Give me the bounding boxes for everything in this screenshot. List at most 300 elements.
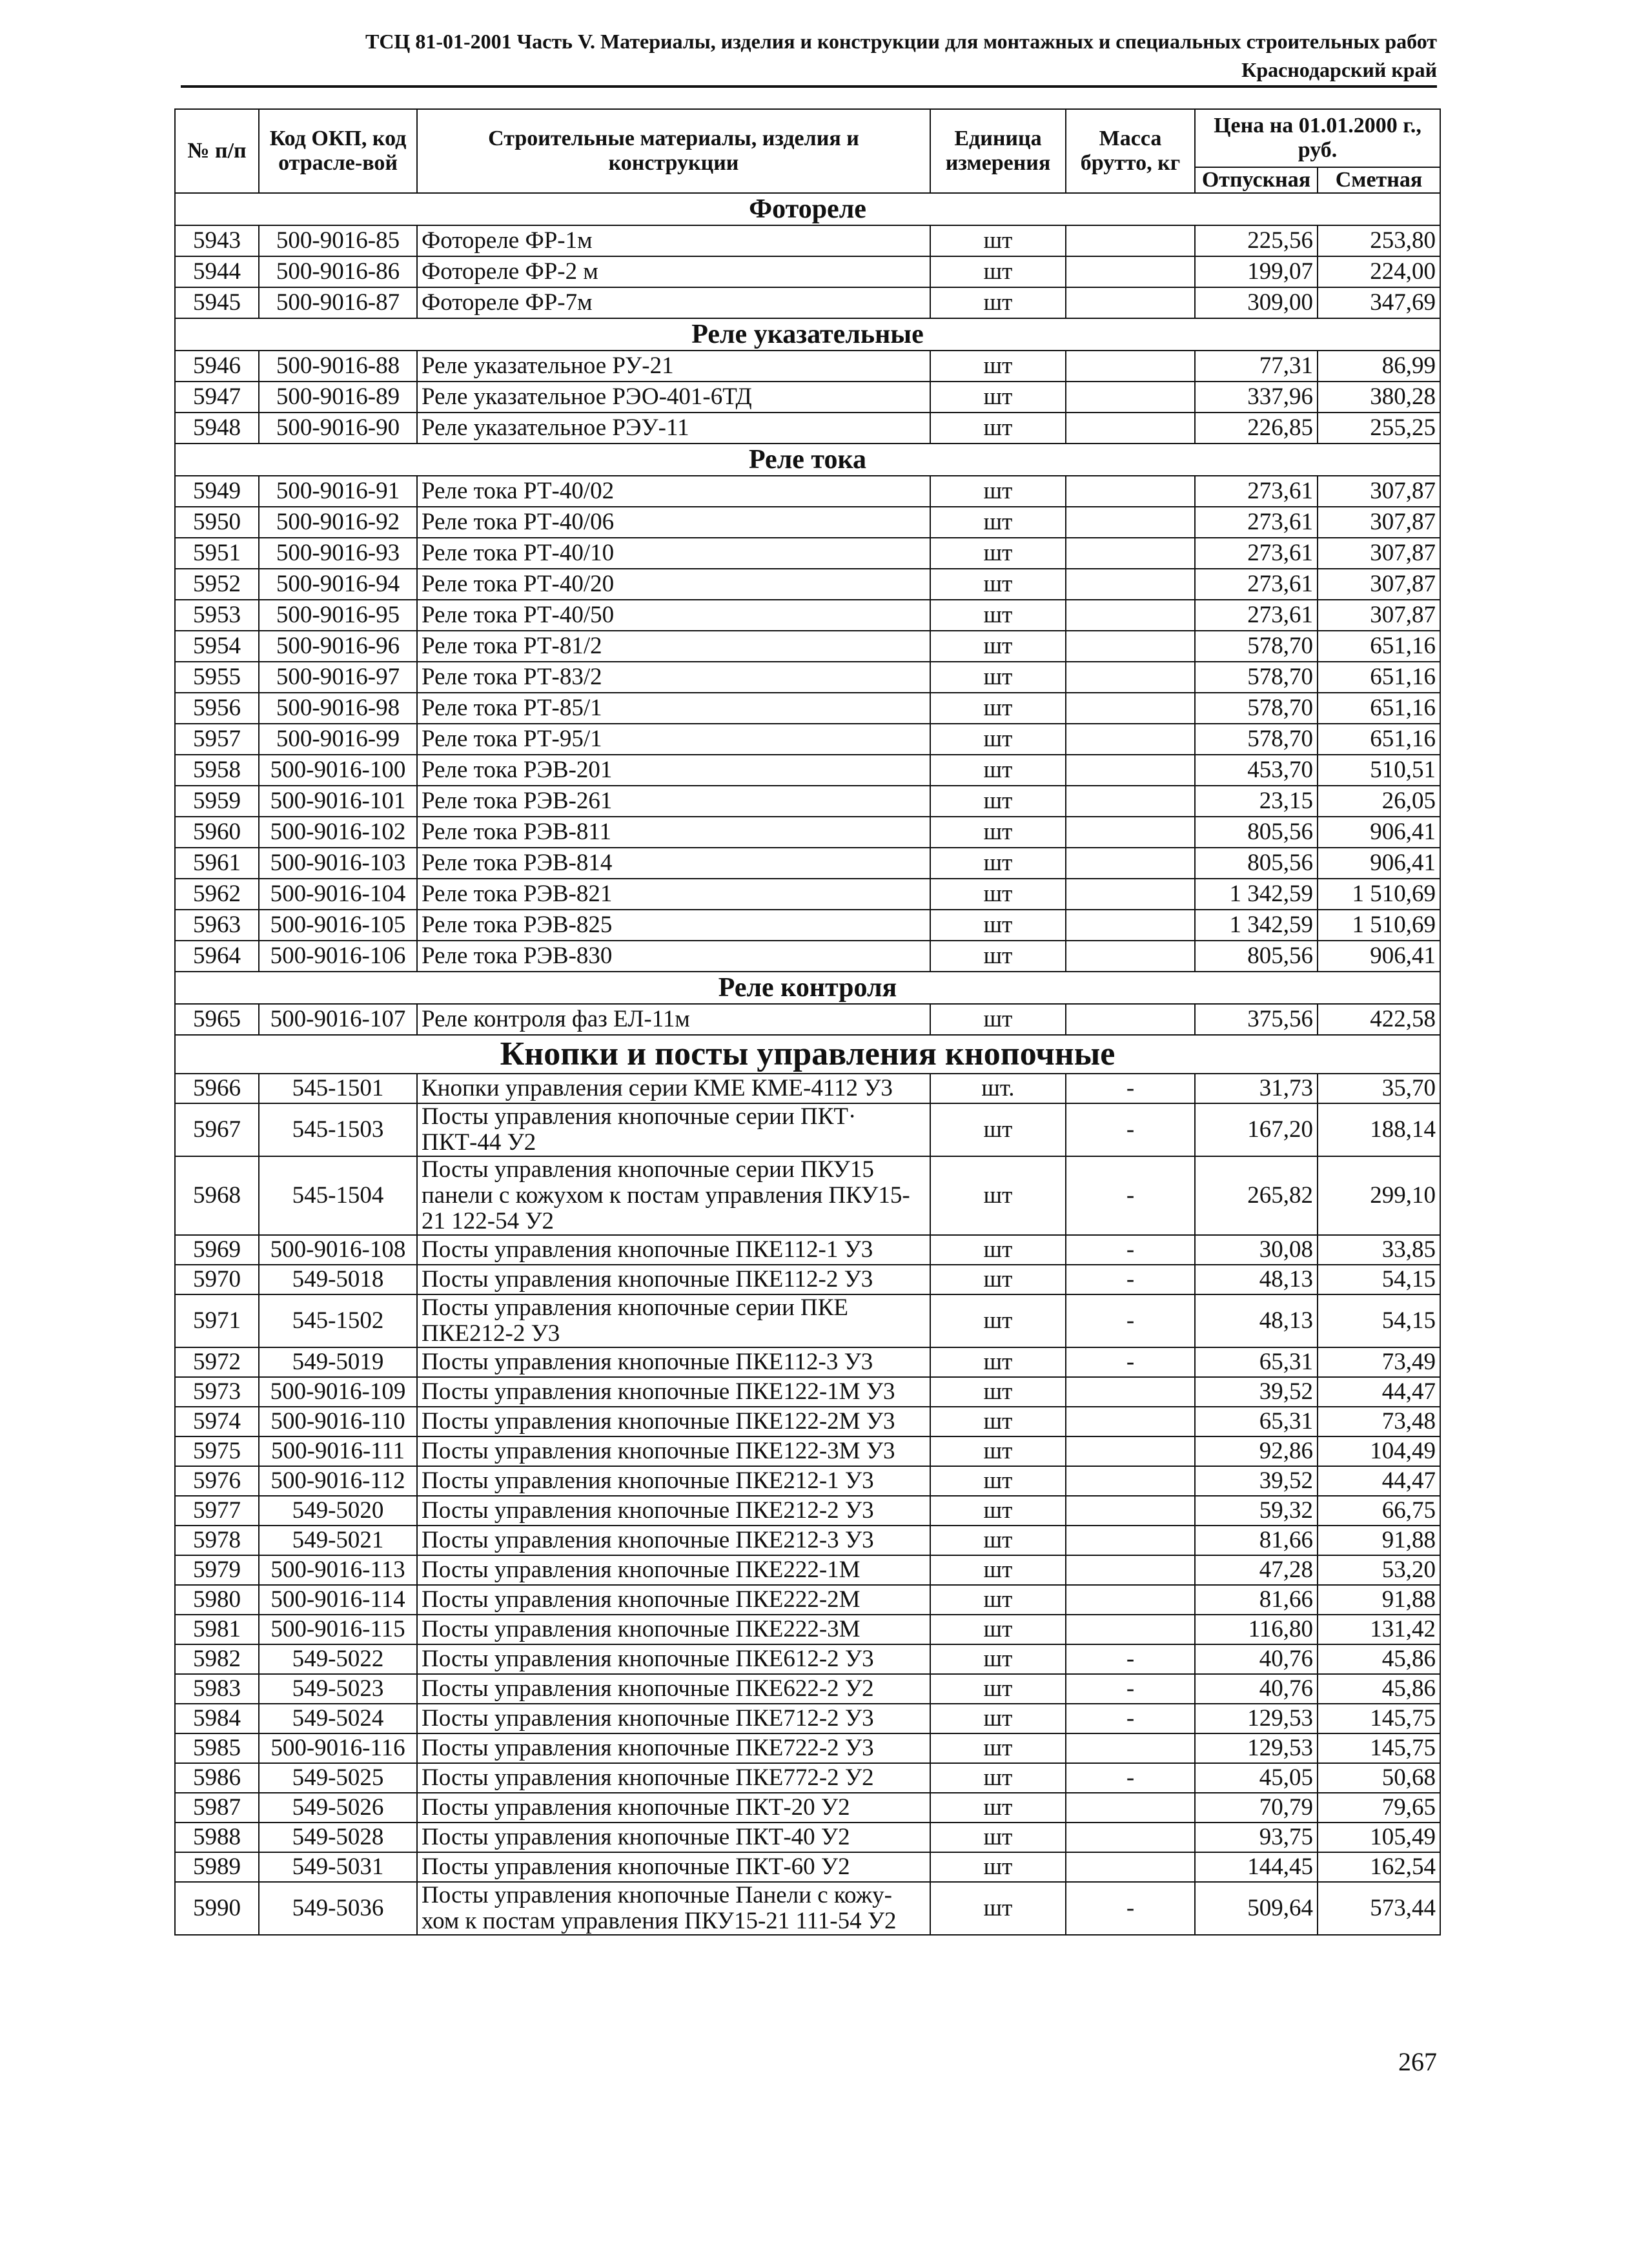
cell-code: 500-9016-86 (259, 256, 417, 287)
price-table (174, 108, 1441, 1936)
cell-num: 5968 (175, 1156, 259, 1235)
header-rule (181, 85, 1437, 88)
section-title: Реле указательные (175, 318, 1440, 351)
cell-name: Посты управления кнопочные ПКЕ222-2М (417, 1585, 930, 1615)
section-header (175, 193, 1440, 225)
cell-num: 5986 (175, 1763, 259, 1793)
cell-unit: шт (930, 631, 1066, 662)
cell-name: Посты управления кнопочные ПКЕ212-1 У3 (417, 1466, 930, 1496)
cell-unit: шт (930, 256, 1066, 287)
cell-estimate: 651,16 (1318, 631, 1440, 662)
cell-estimate: 73,49 (1318, 1347, 1440, 1377)
cell-code: 500-9016-93 (259, 538, 417, 569)
table-row (175, 351, 1440, 382)
table-row (175, 476, 1440, 507)
cell-code: 500-9016-105 (259, 910, 417, 941)
cell-num: 5981 (175, 1615, 259, 1644)
cell-code: 549-5031 (259, 1852, 417, 1882)
cell-mass (1066, 755, 1195, 786)
cell-mass (1066, 1852, 1195, 1882)
cell-name: Реле контроля фаз ЕЛ-11м (417, 1004, 930, 1035)
cell-name: Посты управления кнопочные ПКЕ222-3М (417, 1615, 930, 1644)
cell-mass (1066, 879, 1195, 910)
cell-release: 23,15 (1195, 786, 1318, 817)
cell-mass (1066, 225, 1195, 256)
col-estimate: Сметная (1318, 167, 1440, 193)
col-code: Код ОКП, код отрасле-вой (259, 109, 417, 193)
cell-code: 500-9016-85 (259, 225, 417, 256)
cell-num: 5961 (175, 848, 259, 879)
cell-code: 500-9016-103 (259, 848, 417, 879)
cell-code: 500-9016-92 (259, 507, 417, 538)
cell-num: 5962 (175, 879, 259, 910)
section-header (175, 972, 1440, 1004)
cell-num: 5989 (175, 1852, 259, 1882)
cell-release: 309,00 (1195, 287, 1318, 318)
cell-mass: - (1066, 1704, 1195, 1733)
cell-num: 5965 (175, 1004, 259, 1035)
cell-num: 5958 (175, 755, 259, 786)
cell-unit: шт (930, 1704, 1066, 1733)
table-row (175, 848, 1440, 879)
cell-estimate: 145,75 (1318, 1733, 1440, 1763)
cell-unit: шт (930, 693, 1066, 724)
cell-num: 5978 (175, 1526, 259, 1555)
table-body (175, 193, 1440, 1935)
table-row (175, 631, 1440, 662)
cell-unit: шт (930, 1674, 1066, 1704)
cell-estimate: 50,68 (1318, 1763, 1440, 1793)
cell-code: 500-9016-110 (259, 1407, 417, 1436)
cell-unit: шт (930, 817, 1066, 848)
cell-name: Реле тока РЭВ-830 (417, 941, 930, 972)
table-row (175, 1004, 1440, 1035)
cell-code: 500-9016-111 (259, 1436, 417, 1466)
cell-code: 549-5021 (259, 1526, 417, 1555)
cell-name: Реле тока РЭВ-201 (417, 755, 930, 786)
cell-unit: шт (930, 1644, 1066, 1674)
cell-estimate: 906,41 (1318, 848, 1440, 879)
header-title: ТСЦ 81-01-2001 Часть V. Материалы, изделия и конструкции для монтажных и специальных строительных работ (365, 30, 1437, 53)
cell-name: Реле тока РТ-40/50 (417, 600, 930, 631)
cell-mass: - (1066, 1265, 1195, 1294)
cell-mass (1066, 1407, 1195, 1436)
cell-unit: шт (930, 476, 1066, 507)
section-title: Реле контроля (175, 972, 1440, 1004)
cell-mass (1066, 1823, 1195, 1852)
cell-name: Посты управления кнопочные ПКТ-60 У2 (417, 1852, 930, 1882)
cell-name: Посты управления кнопочные ПКТ-20 У2 (417, 1793, 930, 1823)
cell-unit: шт. (930, 1074, 1066, 1103)
table-row (175, 1103, 1440, 1156)
cell-estimate: 91,88 (1318, 1526, 1440, 1555)
cell-release: 805,56 (1195, 817, 1318, 848)
cell-estimate: 307,87 (1318, 569, 1440, 600)
cell-mass (1066, 662, 1195, 693)
table-row (175, 879, 1440, 910)
cell-unit: шт (930, 1882, 1066, 1935)
table-row (175, 1265, 1440, 1294)
cell-name: Посты управления кнопочные ПКЕ112-1 У3 (417, 1235, 930, 1265)
cell-estimate: 26,05 (1318, 786, 1440, 817)
cell-release: 265,82 (1195, 1156, 1318, 1235)
cell-code: 500-9016-104 (259, 879, 417, 910)
cell-num: 5979 (175, 1555, 259, 1585)
cell-code: 500-9016-113 (259, 1555, 417, 1585)
cell-name: Реле указательное РЭУ-11 (417, 413, 930, 444)
table-row (175, 693, 1440, 724)
cell-unit: шт (930, 1103, 1066, 1156)
cell-estimate: 307,87 (1318, 476, 1440, 507)
cell-estimate: 79,65 (1318, 1793, 1440, 1823)
cell-mass (1066, 1585, 1195, 1615)
cell-estimate: 44,47 (1318, 1466, 1440, 1496)
cell-code: 500-9016-94 (259, 569, 417, 600)
cell-estimate: 1 510,69 (1318, 879, 1440, 910)
table-row (175, 1823, 1440, 1852)
table-header (175, 109, 1440, 193)
table-row (175, 1733, 1440, 1763)
cell-release: 199,07 (1195, 256, 1318, 287)
cell-unit: шт (930, 382, 1066, 413)
cell-unit: шт (930, 1265, 1066, 1294)
cell-mass: - (1066, 1103, 1195, 1156)
cell-code: 500-9016-91 (259, 476, 417, 507)
cell-mass: - (1066, 1235, 1195, 1265)
cell-release: 48,13 (1195, 1265, 1318, 1294)
cell-mass (1066, 1793, 1195, 1823)
cell-code: 549-5024 (259, 1704, 417, 1733)
cell-num: 5956 (175, 693, 259, 724)
cell-code: 549-5020 (259, 1496, 417, 1526)
cell-name: Посты управления кнопочные ПКЕ122-2М У3 (417, 1407, 930, 1436)
table-row (175, 910, 1440, 941)
cell-release: 47,28 (1195, 1555, 1318, 1585)
cell-name: Посты управления кнопочные ПКЕ112-2 У3 (417, 1265, 930, 1294)
cell-num: 5985 (175, 1733, 259, 1763)
cell-release: 273,61 (1195, 507, 1318, 538)
cell-mass (1066, 941, 1195, 972)
cell-estimate: 35,70 (1318, 1074, 1440, 1103)
cell-mass (1066, 1555, 1195, 1585)
cell-name: Посты управления кнопочные ПКЕ112-3 У3 (417, 1347, 930, 1377)
cell-release: 39,52 (1195, 1377, 1318, 1407)
cell-release: 45,05 (1195, 1763, 1318, 1793)
section-header (175, 1035, 1440, 1074)
cell-code: 500-9016-97 (259, 662, 417, 693)
cell-estimate: 162,54 (1318, 1852, 1440, 1882)
cell-num: 5952 (175, 569, 259, 600)
cell-release: 1 342,59 (1195, 879, 1318, 910)
cell-release: 375,56 (1195, 1004, 1318, 1035)
cell-mass (1066, 1466, 1195, 1496)
cell-code: 500-9016-87 (259, 287, 417, 318)
section-header (175, 318, 1440, 351)
cell-code: 545-1501 (259, 1074, 417, 1103)
cell-num: 5964 (175, 941, 259, 972)
cell-num: 5946 (175, 351, 259, 382)
cell-code: 500-9016-106 (259, 941, 417, 972)
table-row (175, 287, 1440, 318)
cell-unit: шт (930, 1733, 1066, 1763)
table-row (175, 1852, 1440, 1882)
cell-release: 167,20 (1195, 1103, 1318, 1156)
cell-unit: шт (930, 879, 1066, 910)
cell-name: Реле указательное РУ-21 (417, 351, 930, 382)
cell-unit: шт (930, 941, 1066, 972)
cell-mass: - (1066, 1347, 1195, 1377)
col-unit: Единица измерения (930, 109, 1066, 193)
cell-mass: - (1066, 1644, 1195, 1674)
cell-name: Реле тока РТ-40/06 (417, 507, 930, 538)
cell-num: 5969 (175, 1235, 259, 1265)
cell-estimate: 145,75 (1318, 1704, 1440, 1733)
cell-unit: шт (930, 1436, 1066, 1466)
cell-mass (1066, 600, 1195, 631)
cell-code: 500-9016-112 (259, 1466, 417, 1496)
cell-unit: шт (930, 1407, 1066, 1436)
cell-unit: шт (930, 1294, 1066, 1347)
table-row (175, 1763, 1440, 1793)
cell-code: 500-9016-99 (259, 724, 417, 755)
cell-release: 59,32 (1195, 1496, 1318, 1526)
cell-estimate: 307,87 (1318, 600, 1440, 631)
cell-name: Посты управления кнопочные серии ПКУ15 панели с кожухом к постам управления ПКУ15-21 122-54 У2 (417, 1156, 930, 1235)
cell-release: 273,61 (1195, 476, 1318, 507)
cell-unit: шт (930, 351, 1066, 382)
cell-estimate: 104,49 (1318, 1436, 1440, 1466)
table-row (175, 569, 1440, 600)
section-title: Реле тока (175, 444, 1440, 476)
cell-release: 30,08 (1195, 1235, 1318, 1265)
cell-code: 549-5036 (259, 1882, 417, 1935)
cell-estimate: 91,88 (1318, 1585, 1440, 1615)
cell-unit: шт (930, 225, 1066, 256)
cell-release: 1 342,59 (1195, 910, 1318, 941)
cell-release: 81,66 (1195, 1526, 1318, 1555)
cell-num: 5980 (175, 1585, 259, 1615)
cell-code: 500-9016-116 (259, 1733, 417, 1763)
cell-mass (1066, 817, 1195, 848)
cell-release: 77,31 (1195, 351, 1318, 382)
cell-unit: шт (930, 910, 1066, 941)
cell-name: Реле тока РЭВ-261 (417, 786, 930, 817)
cell-num: 5955 (175, 662, 259, 693)
cell-name: Посты управления кнопочные ПКЕ712-2 У3 (417, 1704, 930, 1733)
cell-release: 144,45 (1195, 1852, 1318, 1882)
cell-code: 549-5022 (259, 1644, 417, 1674)
table-row (175, 538, 1440, 569)
cell-num: 5972 (175, 1347, 259, 1377)
cell-release: 453,70 (1195, 755, 1318, 786)
cell-unit: шт (930, 1615, 1066, 1644)
cell-num: 5982 (175, 1644, 259, 1674)
table-row (175, 1347, 1440, 1377)
cell-estimate: 510,51 (1318, 755, 1440, 786)
cell-release: 81,66 (1195, 1585, 1318, 1615)
table-row (175, 755, 1440, 786)
cell-code: 549-5019 (259, 1347, 417, 1377)
cell-estimate: 380,28 (1318, 382, 1440, 413)
section-title: Кнопки и посты управления кнопочные (175, 1035, 1440, 1074)
table-row (175, 1496, 1440, 1526)
cell-mass (1066, 1526, 1195, 1555)
cell-mass (1066, 1377, 1195, 1407)
cell-num: 5944 (175, 256, 259, 287)
table-row (175, 1526, 1440, 1555)
cell-num: 5949 (175, 476, 259, 507)
table-row (175, 225, 1440, 256)
cell-name: Посты управления кнопочные ПКЕ622-2 У2 (417, 1674, 930, 1704)
cell-num: 5959 (175, 786, 259, 817)
cell-num: 5984 (175, 1704, 259, 1733)
cell-name: Посты управления кнопочные ПКЕ122-1М У3 (417, 1377, 930, 1407)
table-row (175, 1882, 1440, 1935)
cell-release: 273,61 (1195, 538, 1318, 569)
cell-name: Посты управления кнопочные ПКЕ772-2 У2 (417, 1763, 930, 1793)
cell-estimate: 73,48 (1318, 1407, 1440, 1436)
cell-mass (1066, 693, 1195, 724)
cell-mass (1066, 287, 1195, 318)
table-row (175, 1235, 1440, 1265)
cell-release: 129,53 (1195, 1733, 1318, 1763)
cell-unit: шт (930, 1377, 1066, 1407)
cell-estimate: 44,47 (1318, 1377, 1440, 1407)
cell-unit: шт (930, 1763, 1066, 1793)
cell-unit: шт (930, 724, 1066, 755)
col-price: Цена на 01.01.2000 г., руб. (1195, 109, 1440, 167)
cell-unit: шт (930, 1004, 1066, 1035)
cell-estimate: 1 510,69 (1318, 910, 1440, 941)
cell-num: 5943 (175, 225, 259, 256)
cell-unit: шт (930, 1585, 1066, 1615)
cell-code: 500-9016-100 (259, 755, 417, 786)
cell-estimate: 54,15 (1318, 1294, 1440, 1347)
cell-release: 93,75 (1195, 1823, 1318, 1852)
cell-estimate: 33,85 (1318, 1235, 1440, 1265)
cell-mass (1066, 1615, 1195, 1644)
cell-name: Посты управления кнопочные серии ПКЕ ПКЕ212-2 У3 (417, 1294, 930, 1347)
cell-mass (1066, 507, 1195, 538)
cell-name: Реле тока РТ-85/1 (417, 693, 930, 724)
cell-code: 500-9016-96 (259, 631, 417, 662)
cell-mass: - (1066, 1074, 1195, 1103)
cell-name: Реле тока РТ-83/2 (417, 662, 930, 693)
cell-release: 578,70 (1195, 724, 1318, 755)
cell-name: Посты управления кнопочные ПКЕ122-3М У3 (417, 1436, 930, 1466)
table-row (175, 1156, 1440, 1235)
cell-release: 39,52 (1195, 1466, 1318, 1496)
cell-estimate: 307,87 (1318, 507, 1440, 538)
table-row (175, 413, 1440, 444)
table-row (175, 1674, 1440, 1704)
table-row (175, 1644, 1440, 1674)
cell-unit: шт (930, 1555, 1066, 1585)
cell-mass (1066, 1436, 1195, 1466)
cell-code: 500-9016-90 (259, 413, 417, 444)
cell-num: 5948 (175, 413, 259, 444)
cell-unit: шт (930, 1466, 1066, 1496)
cell-release: 337,96 (1195, 382, 1318, 413)
cell-unit: шт (930, 1347, 1066, 1377)
col-name: Строительные материалы, изделия и конструкции (417, 109, 930, 193)
col-mass: Масса брутто, кг (1066, 109, 1195, 193)
cell-release: 70,79 (1195, 1793, 1318, 1823)
cell-release: 40,76 (1195, 1644, 1318, 1674)
cell-estimate: 188,14 (1318, 1103, 1440, 1156)
section-title: Фотореле (175, 193, 1440, 225)
cell-code: 549-5025 (259, 1763, 417, 1793)
page-number: 267 (1398, 2047, 1437, 2076)
cell-estimate: 224,00 (1318, 256, 1440, 287)
cell-num: 5951 (175, 538, 259, 569)
cell-code: 549-5023 (259, 1674, 417, 1704)
cell-name: Реле тока РТ-40/20 (417, 569, 930, 600)
cell-num: 5947 (175, 382, 259, 413)
cell-name: Кнопки управления серии КМЕ КМЕ-4112 У3 (417, 1074, 930, 1103)
cell-code: 500-9016-114 (259, 1585, 417, 1615)
cell-num: 5966 (175, 1074, 259, 1103)
cell-release: 225,56 (1195, 225, 1318, 256)
table-row (175, 1436, 1440, 1466)
cell-unit: шт (930, 662, 1066, 693)
cell-code: 500-9016-89 (259, 382, 417, 413)
cell-name: Фотореле ФР-1м (417, 225, 930, 256)
cell-estimate: 906,41 (1318, 817, 1440, 848)
table-row (175, 1074, 1440, 1103)
cell-mass (1066, 569, 1195, 600)
cell-name: Реле тока РЭВ-811 (417, 817, 930, 848)
cell-mass: - (1066, 1674, 1195, 1704)
cell-estimate: 66,75 (1318, 1496, 1440, 1526)
cell-estimate: 422,58 (1318, 1004, 1440, 1035)
cell-name: Посты управления кнопочные ПКЕ212-3 У3 (417, 1526, 930, 1555)
cell-release: 129,53 (1195, 1704, 1318, 1733)
cell-release: 509,64 (1195, 1882, 1318, 1935)
header-region: Краснодарский край (1241, 58, 1437, 81)
cell-release: 92,86 (1195, 1436, 1318, 1466)
cell-num: 5953 (175, 600, 259, 631)
table-row (175, 382, 1440, 413)
cell-release: 40,76 (1195, 1674, 1318, 1704)
cell-mass: - (1066, 1882, 1195, 1935)
cell-name: Реле тока РЭВ-821 (417, 879, 930, 910)
cell-code: 500-9016-88 (259, 351, 417, 382)
table-row (175, 1704, 1440, 1733)
cell-unit: шт (930, 413, 1066, 444)
cell-code: 545-1504 (259, 1156, 417, 1235)
cell-name: Посты управления кнопочные ПКЕ722-2 У3 (417, 1733, 930, 1763)
table-row (175, 1377, 1440, 1407)
cell-unit: шт (930, 1823, 1066, 1852)
cell-name: Реле тока РЭВ-814 (417, 848, 930, 879)
cell-estimate: 253,80 (1318, 225, 1440, 256)
cell-release: 805,56 (1195, 848, 1318, 879)
cell-code: 500-9016-95 (259, 600, 417, 631)
cell-mass (1066, 1733, 1195, 1763)
table-row (175, 256, 1440, 287)
cell-mass (1066, 382, 1195, 413)
cell-mass (1066, 413, 1195, 444)
cell-unit: шт (930, 287, 1066, 318)
cell-num: 5988 (175, 1823, 259, 1852)
cell-unit: шт (930, 569, 1066, 600)
cell-estimate: 651,16 (1318, 693, 1440, 724)
cell-estimate: 45,86 (1318, 1674, 1440, 1704)
cell-unit: шт (930, 1156, 1066, 1235)
table-row (175, 786, 1440, 817)
cell-num: 5954 (175, 631, 259, 662)
